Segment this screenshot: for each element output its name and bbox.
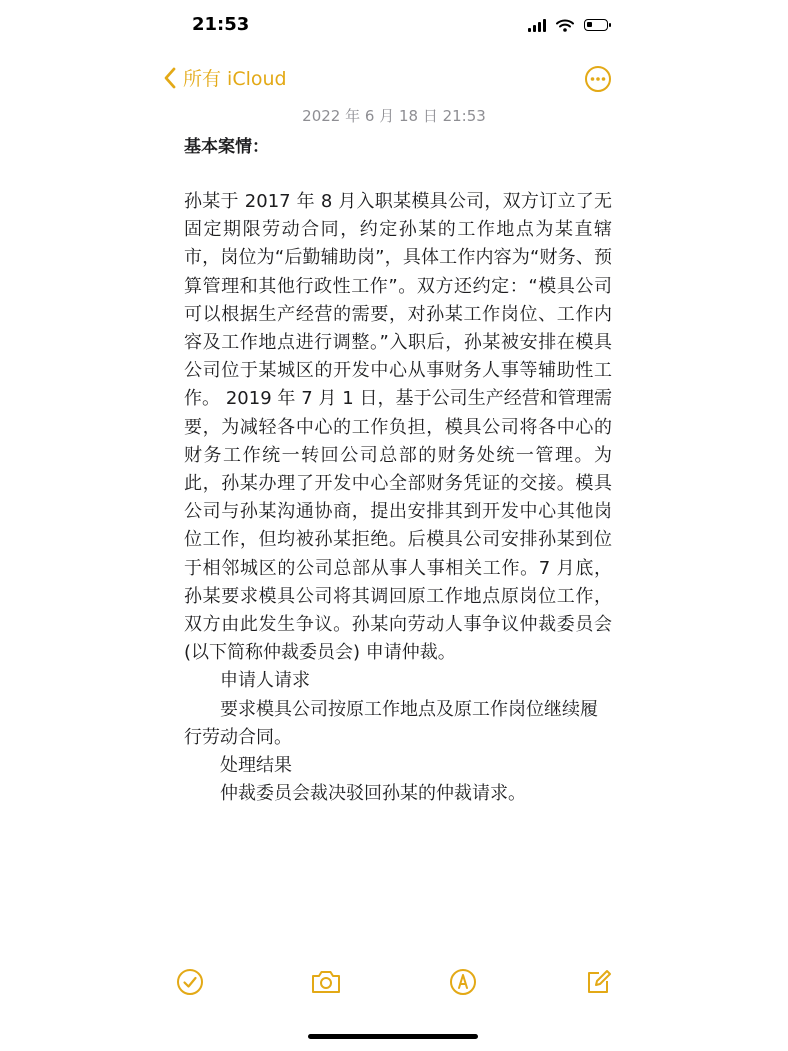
back-label: 所有 iCloud [183,68,287,90]
battery-icon [584,19,608,31]
ellipsis-circle-icon [584,65,612,93]
compose-button[interactable] [584,968,612,1000]
markup-icon [449,968,477,996]
note-paragraph-result: 仲裁委员会裁决驳回孙某的仲裁请求。 [220,783,526,805]
note-heading: 基本案情： [184,137,269,157]
compose-icon [584,968,612,996]
wifi-icon [556,19,574,32]
status-time: 21:53 [192,14,250,35]
markup-button[interactable] [449,968,477,1000]
note-subheading-request: 申请人请求 [220,670,310,692]
status-bar [0,0,788,56]
chevron-left-icon [163,67,177,89]
note-paragraph-request: 要求模具公司按原工作地点及原工作岗位继续履行劳动合同。 [184,698,598,748]
camera-button[interactable] [310,968,342,1000]
checklist-button[interactable] [176,968,204,1000]
checklist-icon [176,968,204,996]
bottom-toolbar [0,968,788,1002]
camera-icon [310,968,342,996]
back-button[interactable] [163,64,287,91]
note-content[interactable] [184,134,612,808]
note-paragraph-case: 孙某于 2017 年 8 月入职某模具公司，双方订立了无固定期限劳动合同，约定孙某的工作地点为某直辖市，岗位为“后勤辅助岗”，具体工作内容为“财务、预算管理和其他行政性工作”。双方还约定：“模具公司可以根据生产经营的需要，对孙某工作岗位、工作内容及工作地点进行调整。”入职后，孙某被安排在模具公司位于某城区的开发中心从事财务人事等辅助性工作。 2019 年 7 月 1 日，基于公司生产经营和管理需要，为减轻各中心的工作负担，模具公司将各中心的财务工作统一转回公司总部的财务处统一管理。为此，孙某办理了开发中心全部财务凭证的交接。模具公司与孙某沟通协商，提出安排其到开发中心其他岗位工作，但均被孙某拒绝。后模具公司安排孙某到位于相邻城区的公司总部从事人事相关工作。7 月底，孙某要求模具公司将其调回原工作地点原岗位工作，双方由此发生争议。孙某向劳动人事争议仲裁委员会 (以下简称仲裁委员会) 申请仲裁。 [184,191,612,664]
more-options-button[interactable] [584,65,612,97]
note-date: 2022 年 6 月 18 日 21:53 [302,107,486,125]
cellular-signal-icon [528,18,546,32]
nav-bar [0,62,788,94]
note-subheading-result: 处理结果 [220,755,292,777]
status-icons [528,18,608,32]
home-indicator[interactable] [308,1034,478,1039]
